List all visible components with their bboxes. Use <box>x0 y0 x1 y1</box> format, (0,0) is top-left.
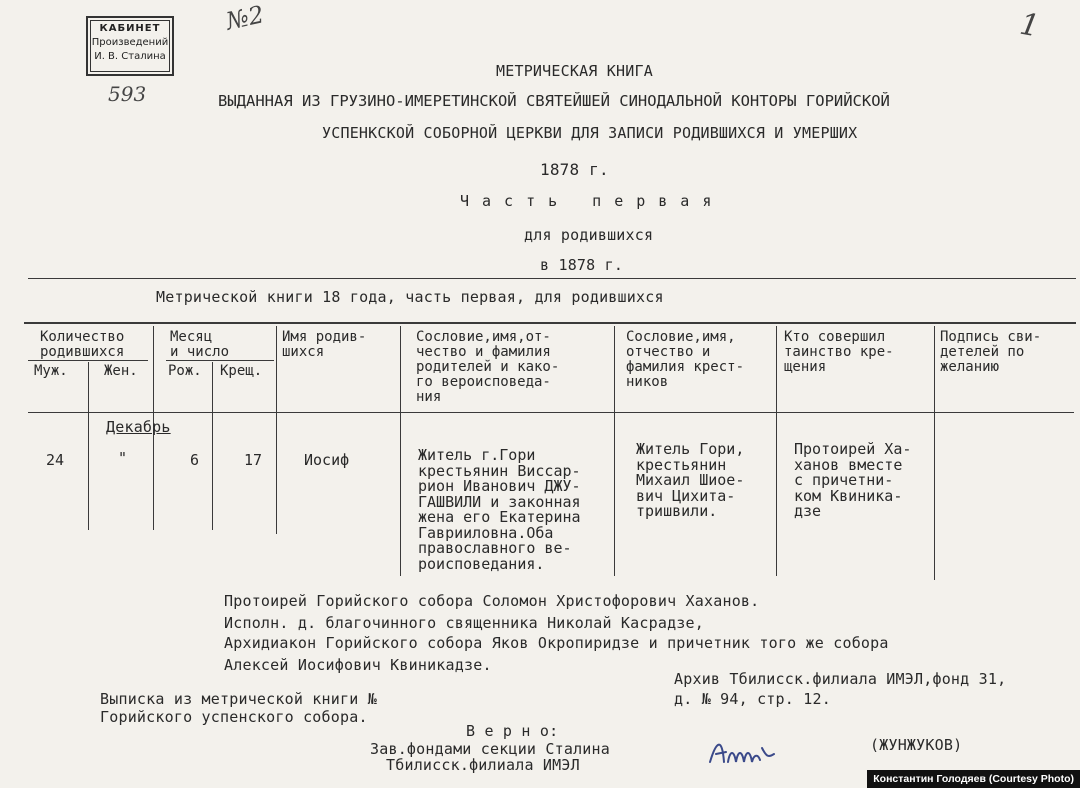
col-line-1 <box>88 362 89 530</box>
cell-godparents: Житель Гори, крестьянин Михаил Шиое- вич Цихита- тришвили. <box>636 440 745 520</box>
col-line-3 <box>212 362 213 530</box>
header-born: Рож. <box>168 363 202 379</box>
header-month: Месяц и число <box>170 329 230 360</box>
page-number-mark: 1 <box>1017 6 1042 45</box>
col-line-5 <box>400 326 401 576</box>
signatory-line-3: Архидиакон Горийского собора Яков Окропиридзе и причетник того же собора <box>224 634 889 652</box>
signatory-line-4: Алексей Иосифович Квиникадзе. <box>224 656 492 674</box>
archive-line-2: д. № 94, стр. 12. <box>674 690 831 708</box>
heading-line-6: для родившихся <box>524 226 654 244</box>
subheader-rule-right <box>166 360 274 361</box>
header-witness: Подпись сви- детелей по желанию <box>940 329 1042 375</box>
col-line-4 <box>276 326 277 534</box>
month-label: Декабрь <box>106 418 171 436</box>
header-parents: Сословие,имя,от- чество и фамилия родителей и како- го вероисповеда- ния <box>416 329 560 405</box>
photo-credit: Константин Голодяев (Courtesy Photo) <box>867 770 1080 788</box>
header-count: Количество родившихся <box>40 329 125 360</box>
cell-baptized: 17 <box>244 451 263 469</box>
col-line-8 <box>934 326 935 580</box>
subheader-rule-left <box>28 360 148 361</box>
cell-female: " <box>118 449 128 467</box>
heading-line-1: МЕТРИЧЕСКАЯ КНИГА <box>496 62 653 80</box>
table-caption: Метрической книги 18 года, часть первая, для родившихся <box>156 288 664 306</box>
header-bottom-rule <box>28 412 1074 413</box>
heading-line-3: УСПЕНКСКОЙ СОБОРНОЙ ЦЕРКВИ ДЛЯ ЗАПИСИ РОДИВШИХСЯ И УМЕРШИХ <box>322 124 858 142</box>
header-name: Имя родив- шихся <box>282 329 367 360</box>
heading-line-4: 1878 г. <box>540 160 609 179</box>
signature <box>706 732 778 772</box>
cell-born: 6 <box>190 451 200 469</box>
stamp-line-2: Произведений <box>91 37 169 48</box>
table-header-rule <box>24 322 1076 324</box>
heading-line-2: ВЫДАННАЯ ИЗ ГРУЗИНО-ИМЕРЕТИНСКОЙ СВЯТЕЙШЕЙ СИНОДАЛЬНОЙ КОНТОРЫ ГОРИЙСКОЙ <box>218 92 890 110</box>
extract-line-1: Выписка из метрической книги № <box>100 690 377 708</box>
header-baptized: Крещ. <box>220 363 263 379</box>
table-top-rule <box>28 278 1076 279</box>
col-line-7 <box>776 326 777 576</box>
stamp-line-1: КАБИНЕТ <box>99 23 161 34</box>
archive-line-1: Архив Тбилисск.филиала ИМЭЛ,фонд 31, <box>674 670 1007 688</box>
top-number-mark: №2 <box>223 0 267 36</box>
header-male: Муж. <box>34 363 68 379</box>
cell-performer: Протоирей Ха- ханов вместе с причетни- ком Квиника- дзе <box>794 440 912 520</box>
cell-parents: Житель г.Гори крестьянин Виссар- рион Иванович ДЖУ- ГАШВИЛИ и законная жена его Екатерина Гаврииловна.Оба православного ве- роисповедания. <box>418 446 581 573</box>
cert-name: (ЖУНЖУКОВ) <box>870 736 963 754</box>
cabinet-stamp <box>86 16 174 76</box>
cert-line-1: Зав.фондами секции Сталина <box>370 740 610 758</box>
cell-name: Иосиф <box>304 451 350 469</box>
cell-male: 24 <box>46 451 65 469</box>
signatory-line-2: Исполн. д. благочинного священника Николай Касрадзе, <box>224 614 704 632</box>
archive-number-mark: 593 <box>108 82 147 106</box>
header-female: Жен. <box>104 363 138 379</box>
heading-line-5: Часть первая <box>460 192 725 210</box>
header-performer: Кто совершил таинство кре- щения <box>784 329 894 375</box>
heading-line-7: в 1878 г. <box>540 256 624 274</box>
cert-line-2: Тбилисск.филиала ИМЭЛ <box>386 756 580 774</box>
col-line-6 <box>614 326 615 576</box>
header-godparents: Сословие,имя, отчество и фамилия крест- ников <box>626 329 745 390</box>
signatory-line-1: Протоирей Горийского собора Соломон Христофорович Хаханов. <box>224 592 760 610</box>
stamp-line-3: И. В. Сталина <box>94 51 166 62</box>
verno-label: В е р н о: <box>466 722 559 740</box>
extract-line-2: Горийского успенского собора. <box>100 708 368 726</box>
